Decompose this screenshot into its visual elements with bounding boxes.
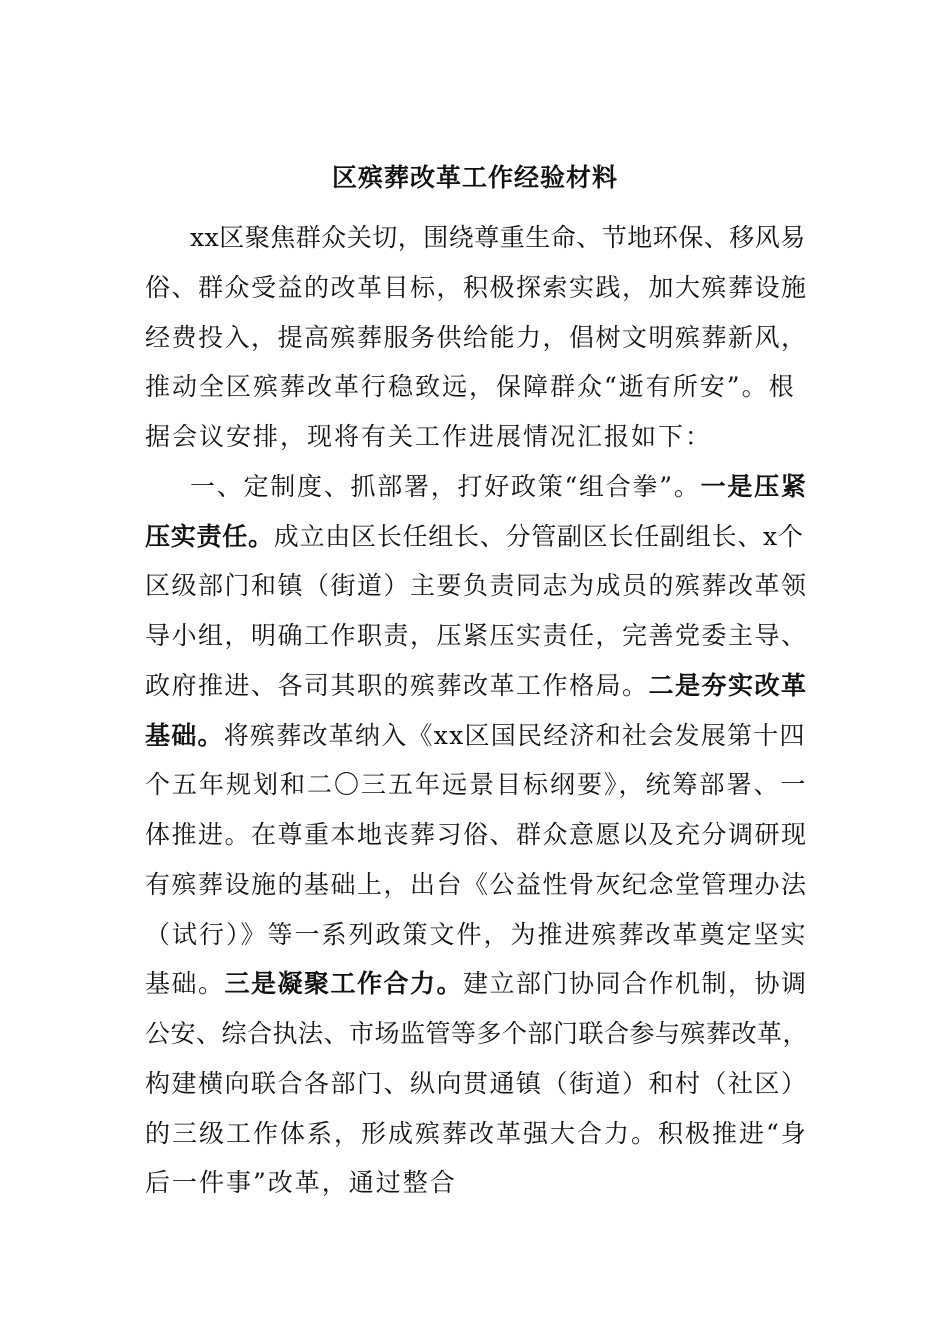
text-run: 后一件事”改革，通过整合 — [145, 1168, 457, 1197]
body-line — [145, 716, 806, 756]
body-line — [145, 964, 808, 1004]
body-line — [145, 616, 808, 656]
text-run: 建立部门协同合作机制，协调 — [463, 969, 808, 998]
text-run: 构建横向联合各部门、纵向贯通镇（街道）和村（社区） — [145, 1069, 808, 1098]
body-line — [145, 666, 808, 706]
text-run: 的三级工作体系，形成殡葬改革强大合力。积极推进“身 — [145, 1119, 808, 1148]
text-run: 推动全区殡葬改革行稳致远，保障群众“逝有所安”。根 — [145, 372, 796, 401]
text-run: 体推进。在尊重本地丧葬习俗、群众意愿以及充分调研现 — [145, 820, 808, 849]
text-run: 据会议安排，现将有关工作进展情况汇报如下： — [145, 422, 713, 451]
text-run: 导小组，明确工作职责，压紧压实责任，完善党委主导、 — [145, 621, 808, 650]
body-line — [145, 517, 804, 557]
text-run: （试行）》等一系列政策文件，为推进殡葬改革奠定坚实 — [145, 920, 808, 949]
body-line — [145, 865, 808, 905]
body-line — [145, 566, 808, 606]
body-line — [145, 1114, 808, 1154]
text-run: 有殡葬设施的基础上，出台《公益性骨灰纪念堂管理办法 — [145, 870, 808, 899]
text-run: 政府推进、各司其职的殡葬改革工作格局。 — [145, 671, 649, 700]
body-line — [145, 268, 808, 308]
body-line — [145, 318, 808, 358]
body-line — [145, 367, 796, 407]
body-line — [145, 1014, 808, 1054]
text-run: 基础。 — [145, 969, 225, 998]
body-line — [145, 417, 712, 457]
document-title: 区殡葬改革工作经验材料 — [331, 163, 618, 192]
bold-heading-run: 压实责任。 — [145, 522, 274, 551]
text-run: 经费投入，提高殡葬服务供给能力，倡树文明殡葬新风， — [145, 323, 808, 352]
bold-heading-run: 二是夯实改革 — [648, 671, 808, 700]
bold-heading-run: 一是压紧 — [700, 472, 808, 501]
text-run: 个五年规划和二〇三五年远景目标纲要》，统筹部署、一 — [145, 770, 808, 799]
text-run: xx区聚焦群众关切，围绕尊重生命、节地环保、移风易 — [190, 223, 806, 252]
bold-heading-run: 三是凝聚工作合力。 — [224, 969, 464, 998]
body-line — [145, 915, 808, 955]
body-line — [145, 815, 808, 855]
text-run: 将殡葬改革纳入《xx区国民经济和社会发展第十四 — [223, 721, 806, 750]
text-run: 成立由区长任组长、分管副区长任副组长、x个 — [273, 522, 804, 551]
body-line — [145, 765, 808, 805]
body-line — [190, 467, 808, 507]
bold-heading-run: 基础。 — [145, 721, 224, 750]
text-run: 公安、综合执法、市场监管等多个部门联合参与殡葬改革， — [145, 1019, 809, 1048]
body-line — [190, 218, 806, 258]
body-line — [145, 1064, 808, 1104]
text-run: 区级部门和镇（街道）主要负责同志为成员的殡葬改革领 — [145, 571, 808, 600]
text-run: 俗、群众受益的改革目标，积极探索实践，加大殡葬设施 — [145, 273, 808, 302]
body-line — [145, 1163, 457, 1203]
text-run: 一、定制度、抓部署，打好政策“组合拳”。 — [190, 472, 701, 501]
